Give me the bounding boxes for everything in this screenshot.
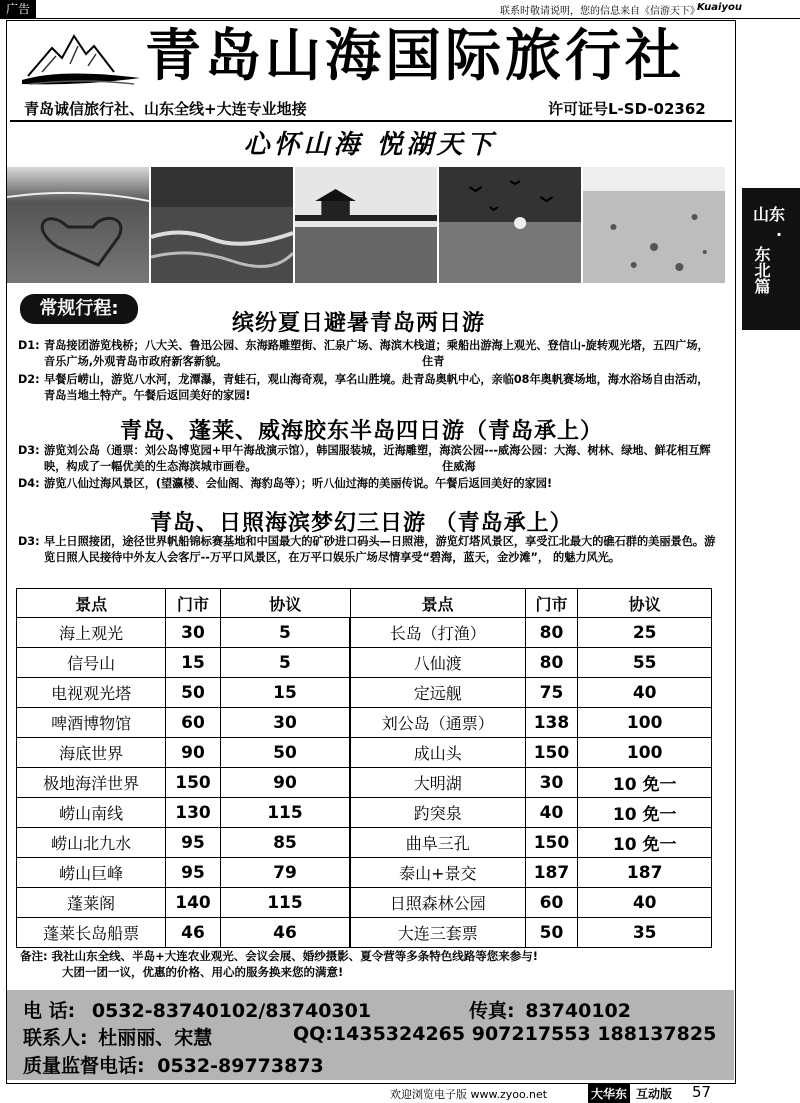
retail-price-cell: 60 xyxy=(525,888,578,918)
retail-price-cell: 50 xyxy=(525,918,578,948)
agreement-price-cell: 100 xyxy=(578,738,712,768)
attraction-cell: 信号山 xyxy=(17,648,166,678)
route-2-day-3 xyxy=(18,443,718,475)
page-number: 57 xyxy=(692,1083,712,1101)
retail-price-cell: 80 xyxy=(525,648,578,678)
retail-price-cell: 140 xyxy=(166,888,221,918)
day-label: D3: xyxy=(18,535,40,548)
photo-strip xyxy=(7,167,725,283)
seagulls-sunset-photo xyxy=(439,167,581,283)
attraction-cell: 成山头 xyxy=(350,738,525,768)
day-label: D4: xyxy=(18,477,40,490)
table-row xyxy=(17,648,712,678)
table-header-row xyxy=(17,589,712,618)
day-label: D3: xyxy=(18,444,40,457)
route-title-2: 青岛、蓬莱、威海胶东半岛四日游（青岛承上） xyxy=(120,419,604,444)
fax-label: 传真: xyxy=(469,1000,515,1022)
phone-label: 电 话: xyxy=(23,1000,76,1022)
agreement-price-cell: 85 xyxy=(220,828,350,858)
day-label: D2: xyxy=(18,373,40,386)
route-1-day-2 xyxy=(18,372,718,404)
company-subtitle: 青岛诚信旅行社、山东全线+大连专业地接 xyxy=(24,100,307,118)
attraction-cell: 曲阜三孔 xyxy=(350,828,525,858)
attraction-cell: 大明湖 xyxy=(350,768,525,798)
route-1-day-1 xyxy=(18,338,718,370)
agreement-price-cell: 10 免一 xyxy=(578,828,712,858)
retail-price-cell: 95 xyxy=(166,858,221,888)
contact-panel xyxy=(7,990,734,1080)
table-row xyxy=(17,678,712,708)
attraction-cell: 刘公岛（通票） xyxy=(350,708,525,738)
attraction-cell: 蓬莱长岛船票 xyxy=(17,918,166,948)
qq-numbers: 1435324265 907217553 188137825 xyxy=(332,1023,717,1045)
retail-price-cell: 60 xyxy=(166,708,221,738)
attraction-cell: 大连三套票 xyxy=(350,918,525,948)
attraction-cell: 啤酒博物馆 xyxy=(17,708,166,738)
day-text: 游览八仙过海风景区，(望瀛楼、会仙阁、海豹岛等）；听八仙过海的美丽传说。午餐后返回美好的家园! xyxy=(44,477,553,490)
company-name: 青岛山海国际旅行社 xyxy=(145,23,685,89)
slogan: 心怀山海 悦湖天下 xyxy=(243,130,497,160)
regular-routes-badge: 常规行程: xyxy=(20,294,138,324)
attraction-cell: 海上观光 xyxy=(17,618,166,648)
table-row xyxy=(17,828,712,858)
agreement-price-cell: 55 xyxy=(578,648,712,678)
qq-label: QQ: xyxy=(293,1023,333,1045)
note xyxy=(20,948,720,980)
col-header-agreement: 协议 xyxy=(220,589,350,618)
attraction-cell: 崂山北九水 xyxy=(17,828,166,858)
table-row xyxy=(17,798,712,828)
col-header-retail: 门市 xyxy=(166,589,221,618)
attraction-cell: 崂山巨峰 xyxy=(17,858,166,888)
agreement-price-cell: 115 xyxy=(220,798,350,828)
agreement-price-cell: 35 xyxy=(578,918,712,948)
note-line-2: 大团一团一议，优惠的价格、用心的服务换来您的满意! xyxy=(62,965,344,979)
retail-price-cell: 80 xyxy=(525,618,578,648)
supervise-phone: 0532-89773873 xyxy=(157,1055,324,1077)
source-notice: 联系时敬请说明，您的信息来自《信游天下》 xyxy=(500,6,700,17)
col-header-attraction: 景点 xyxy=(17,589,166,618)
col-header-retail: 门市 xyxy=(525,589,578,618)
agreement-price-cell: 187 xyxy=(578,858,712,888)
day-label: D1: xyxy=(18,339,40,352)
agreement-price-cell: 30 xyxy=(220,708,350,738)
day-text: 早餐后崂山，游览八水河，龙潭瀑，青蛙石，观山海奇观，享名山胜境。赴青岛奥帆中心，亲临08年奥帆赛场地，海水浴场自由活动，青岛当地土特产。午餐后返回美好的家园! xyxy=(44,373,709,402)
note-label: 备注: xyxy=(20,949,48,963)
agreement-price-cell: 10 免一 xyxy=(578,798,712,828)
attraction-cell: 蓬莱阁 xyxy=(17,888,166,918)
retail-price-cell: 187 xyxy=(525,858,578,888)
day-stay: 住青 xyxy=(422,355,445,368)
day-text: 早上日照接团，途径世界帆船锦标赛基地和中国最大的矿砂进口码头—日照港，游览灯塔风景区，享受江北最大的礁石群的美丽景色。游览日照人民接待中外友人会客厅--万平口风景区，在万平口娱乐广场尽情享受“碧海，蓝天，金沙滩”， 的魅力风光。 xyxy=(44,535,716,564)
table-row xyxy=(17,618,712,648)
side-tab-section: 东北篇 xyxy=(752,246,771,294)
ad-tag: 广告 xyxy=(0,0,36,18)
retail-price-cell: 40 xyxy=(525,798,578,828)
agreement-price-cell: 79 xyxy=(220,858,350,888)
agreement-price-cell: 40 xyxy=(578,678,712,708)
day-stay: 住威海 xyxy=(442,460,476,473)
sea-waves-photo xyxy=(151,167,293,283)
region-side-tab xyxy=(742,188,800,330)
agreement-price-cell: 100 xyxy=(578,708,712,738)
contact-person-label: 联系人: xyxy=(23,1027,88,1049)
retail-price-cell: 75 xyxy=(525,678,578,708)
route-title-3: 青岛、日照海滨梦幻三日游 （青岛承上） xyxy=(150,511,573,536)
route-3-day-3 xyxy=(18,534,718,566)
publication-logo: Kuaiyou xyxy=(696,2,742,13)
attraction-cell: 海底世界 xyxy=(17,738,166,768)
agreement-price-cell: 5 xyxy=(220,618,350,648)
attraction-cell: 极地海洋世界 xyxy=(17,768,166,798)
agreement-price-cell: 5 xyxy=(220,648,350,678)
mountain-logo-icon xyxy=(22,28,142,88)
agreement-price-cell: 10 免一 xyxy=(578,768,712,798)
supervise-label: 质量监督电话: xyxy=(23,1055,145,1077)
attraction-cell: 电视观光塔 xyxy=(17,678,166,708)
attraction-cell: 崂山南线 xyxy=(17,798,166,828)
retail-price-cell: 15 xyxy=(166,648,221,678)
retail-price-cell: 30 xyxy=(525,768,578,798)
day-text: 青岛接团游览栈桥；八大关、鲁迅公园、东海路雕塑街、汇泉广场、海滨木栈道；乘船出游海上观光、登信山-旋转观光塔，五四广场，音乐广场,外观青岛市政府新客新貌。 xyxy=(44,339,709,368)
contact-person: 杜丽丽、宋慧 xyxy=(98,1027,213,1049)
retail-price-cell: 30 xyxy=(166,618,221,648)
note-line-1: 我社山东全线、半岛+大连农业观光、会议会展、婚纱摄影、夏令营等多条特色线路等您来参与! xyxy=(51,949,539,963)
table-row xyxy=(17,768,712,798)
attraction-cell: 定远舰 xyxy=(350,678,525,708)
price-table xyxy=(16,588,712,948)
attraction-cell: 八仙渡 xyxy=(350,648,525,678)
attraction-cell: 长岛（打渔） xyxy=(350,618,525,648)
footer-browse-link: 欢迎浏览电子版 www.zyoo.net xyxy=(390,1088,548,1101)
retail-price-cell: 130 xyxy=(166,798,221,828)
day-text: 游览刘公岛（通票：刘公岛博览园+甲午海战演示馆），韩国服装城，近海雕塑，海滨公园---威海公园：大海、树林、绿地、鲜花相互辉映，构成了一幅优美的生态海滨城市画卷。 xyxy=(44,444,711,473)
agreement-price-cell: 90 xyxy=(220,768,350,798)
agreement-price-cell: 46 xyxy=(220,918,350,948)
attraction-cell: 趵突泉 xyxy=(350,798,525,828)
license-number: 许可证号L-SD-02362 xyxy=(548,100,706,118)
retail-price-cell: 95 xyxy=(166,828,221,858)
table-row xyxy=(17,708,712,738)
retail-price-cell: 138 xyxy=(525,708,578,738)
fax-number: 83740102 xyxy=(525,1000,631,1022)
top-bar xyxy=(0,0,800,19)
table-row xyxy=(17,738,712,768)
route-title-1: 缤纷夏日避暑青岛两日游 xyxy=(232,311,486,336)
side-tab-dot: · xyxy=(776,225,783,244)
col-header-attraction: 景点 xyxy=(350,589,525,618)
retail-price-cell: 50 xyxy=(166,678,221,708)
pebble-beach-photo xyxy=(583,167,725,283)
side-tab-region: 山东 xyxy=(753,205,786,224)
phone-number: 0532-83740102/83740301 xyxy=(91,1000,372,1022)
retail-price-cell: 46 xyxy=(166,918,221,948)
agreement-price-cell: 50 xyxy=(220,738,350,768)
agreement-price-cell: 25 xyxy=(578,618,712,648)
retail-price-cell: 150 xyxy=(525,738,578,768)
beach-heart-photo xyxy=(7,167,149,283)
route-2-day-4 xyxy=(18,476,718,492)
agreement-price-cell: 15 xyxy=(220,678,350,708)
agreement-price-cell: 115 xyxy=(220,888,350,918)
retail-price-cell: 90 xyxy=(166,738,221,768)
attraction-cell: 日照森林公园 xyxy=(350,888,525,918)
header-divider xyxy=(10,120,732,122)
retail-price-cell: 150 xyxy=(525,828,578,858)
table-row xyxy=(17,888,712,918)
footer-edition: 互动版 xyxy=(636,1087,673,1101)
attraction-cell: 泰山+景交 xyxy=(350,858,525,888)
agreement-price-cell: 40 xyxy=(578,888,712,918)
table-row xyxy=(17,918,712,948)
table-row xyxy=(17,858,712,888)
footer-brand: 大华东 xyxy=(588,1084,630,1103)
retail-price-cell: 150 xyxy=(166,768,221,798)
pier-pavilion-photo xyxy=(295,167,437,283)
col-header-agreement: 协议 xyxy=(578,589,712,618)
